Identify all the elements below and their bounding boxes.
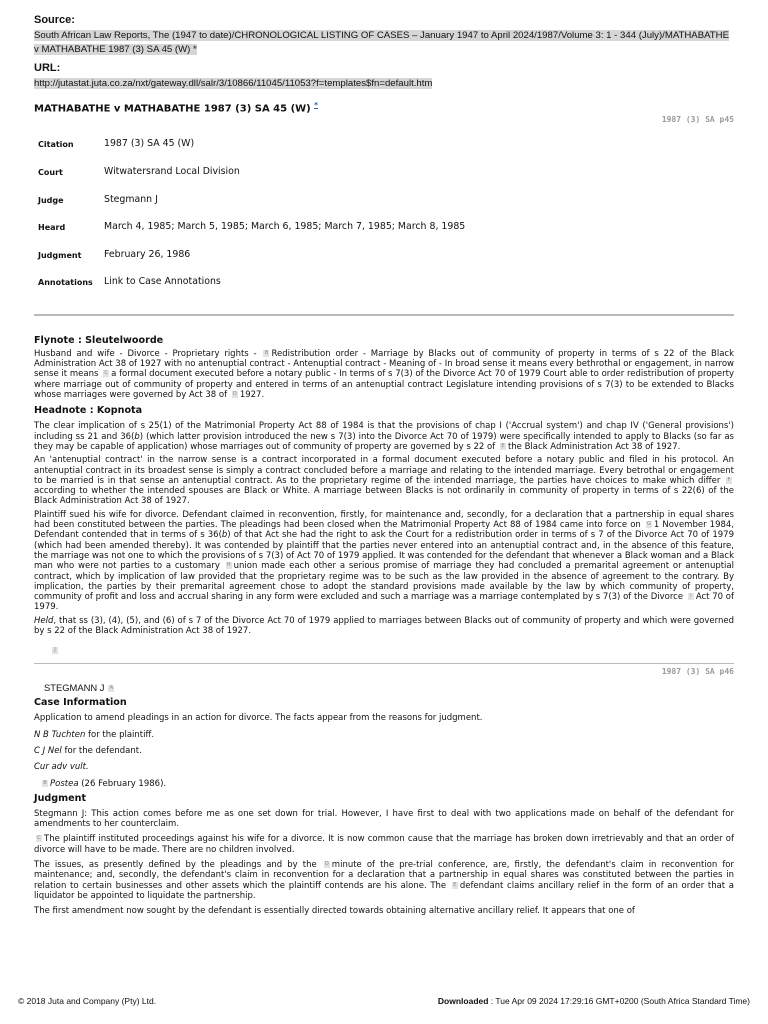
page-footer — [18, 996, 750, 1006]
copyright-notice: © 2018 Juta and Company (Pty) Ltd. — [18, 996, 157, 1006]
metadata-key: Judgment — [38, 250, 82, 260]
judgment-paragraph: The first amendment now sought by the defendant is essentially directed towards obtaining alternative ancillary relief. It appears that one of — [34, 906, 635, 917]
metadata-row — [38, 249, 465, 277]
annotations-link[interactable]: Link to Case Annotations — [104, 276, 221, 288]
metadata-value: Stegmann J — [104, 193, 158, 205]
source-path[interactable]: South African Law Reports, The (1947 to date)/CHRONOLOGICAL LISTING OF CASES – January 1947 to April 2024/1987/Volume 3: 1 - 344 (July)/MATHABATHE v MATHABATHE 1987 (3) SA 45 (W) * — [34, 30, 729, 55]
counsel-defendant: C J Nel for the defendant. — [34, 745, 142, 756]
metadata-value: 1987 (3) SA 45 (W) — [104, 138, 195, 150]
headnote-paragraph: An 'antenuptial contract' in the narrow sense is a contract incorporated in a formal document executed before a notary public and filed in his protocol. An antenuptial contract in its broadest sense is simply a contract concluded before a marriage and relating to the intended marriage. Every betrothal or engagement to be married is in that sense an antenuptial contract. As to the proprietary regime of the intended marriage, the parties have choices to make which differ Faccording to whether the intended spouses are Black or White. A marriage between Blacks is not ordinarily in community of property in terms of s 22(6) of the Black Administration Act 38 of 1927. — [34, 455, 734, 507]
margin-letter-marker: H — [226, 562, 231, 569]
margin-letter-marker: E — [453, 881, 457, 888]
case-metadata-table — [38, 138, 465, 304]
margin-letter-marker: F — [727, 476, 731, 483]
section-divider — [34, 314, 734, 316]
margin-letter-marker: B — [264, 349, 269, 356]
title-footnote-link[interactable]: * — [314, 101, 318, 109]
metadata-value: Witwatersrand Local Division — [104, 165, 240, 177]
margin-letter-marker: I — [688, 593, 694, 600]
margin-letter-marker: D — [324, 860, 329, 867]
margin-letter-marker: C — [37, 835, 41, 842]
headnote-heading: Headnote : Kopnota — [34, 405, 143, 417]
judgment-heading: Judgment — [34, 792, 87, 804]
page-reference: 1987 (3) SA p46 — [661, 667, 734, 677]
source-url[interactable]: http://jutastat.juta.co.za/nxt/gateway.dll/salr/3/10866/11045/11053?f=templates$fn=default.htm — [34, 78, 433, 89]
source-label: Source: — [34, 14, 75, 26]
judgment-paragraph: C The plaintiff instituted proceedings against his wife for a divorce. It is now common cause that the marriage has broken down irretrievably and that an order of divorce will have to be made. There are no children involved. — [34, 834, 734, 855]
metadata-row — [38, 138, 465, 166]
metadata-value: February 26, 1986 — [104, 248, 191, 260]
margin-letter-marker: C — [104, 370, 108, 377]
metadata-key: Annotations — [38, 278, 93, 288]
metadata-value: March 4, 1985; March 5, 1985; March 6, 1985; March 7, 1985; March 8, 1985 — [104, 221, 466, 233]
metadata-row — [38, 194, 465, 222]
counsel-plaintiff: N B Tuchten for the plaintiff. — [34, 729, 155, 740]
margin-letter-marker: D — [232, 391, 237, 398]
metadata-key: Court — [38, 167, 63, 177]
headnote-paragraph: The clear implication of s 25(1) of the Matrimonial Property Act 88 of 1984 is that the provisions of chap I ('Accrual system') and chap IV ('General provisions') including ss 21 and 36(b) (which latter provision introduced the new s 7(3) into the Divorce Act 70 of 1979) were specifically intended to apply to Blacks (so far as they may be capable of application) whose marriages out of community of property are governed by s 22 of E the Black Administration Act 38 of 1927. — [34, 421, 734, 452]
margin-letter-marker: G — [646, 521, 651, 528]
metadata-key: Judge — [38, 195, 64, 205]
metadata-row — [38, 276, 465, 304]
margin-letter-marker: A — [109, 685, 114, 692]
page-reference: 1987 (3) SA p45 — [661, 115, 734, 125]
margin-letter-marker: E — [501, 442, 505, 449]
metadata-row — [38, 221, 465, 249]
cur-adv-vult: Cur adv vult. — [34, 762, 89, 773]
url-label: URL: — [34, 62, 61, 74]
case-information-heading: Case Information — [34, 697, 127, 709]
metadata-row — [38, 166, 465, 194]
flynote-heading: Flynote : Sleutelwoorde — [34, 334, 164, 346]
judgment-paragraph: Stegmann J: This action comes before me as one set down for trial. However, I have first to deal with two applications made on behalf of the defendant for amendments to her counterclaim. — [34, 808, 734, 830]
margin-letter-marker: J — [52, 647, 58, 654]
case-info-paragraph: Application to amend pleadings in an action for divorce. The facts appear from the reasons for judgment. — [34, 713, 483, 724]
flynote-text: Husband and wife - Divorce - Proprietary rights - B Redistribution order - Marriage by Blacks out of community of property in terms of s 22 of the Black Administration Act 38 of 1927 with no antenuptial contract - Antenuptial contract - Meaning of - In broad sense it means every bethrothal or engagement, in narrow sense it means C a formal document executed before a notary public - In terms of s 7(3) of the Divorce Act 70 of 1979 Court able to order redistribution of property where marriage out of community of property and entered in terms of an antenuptial contract Legislature intending provisions of s 7(3) to be extended to Blacks whose marriages were governed by Act 38 of D 1927. — [34, 348, 735, 401]
headnote-paragraph: Plaintiff sued his wife for divorce. Defendant claimed in reconvention, firstly, for maintenance and, secondly, for a declaration that a partnership in equal shares had been constituted between the parties. The pleadings had been closed when the Matrimonial Property Act 88 of 1984 came into force on G 1 November 1984, Defendant contended that in terms of s 36(b) of that Act she had the right to ask the Court for a redistribution order in terms of s 7 of the Divorce Act 70 of 1979 (which had been amended thereby). It was contended by plaintiff that the parties never entered into an antenuptial contract and, in the absence of this feature, the marriage was not one to which the provisions of s 7(3) of Act 70 of 1979 applied. It was contended for the defendant that whenever a Black woman and a Black man who were not parties to a customary H union made each other a serious promise of marriage they had concluded a premarital agreement or antenuptial contract, which by implication of law provided that the proprietary regime was to be such as the law provided in the absence of agreement to the contrary. By implication, the parties by their premarital agreement chose to adopt the standard provisions made available by the law by which community of property, community of profit and loss and accrual sharing in any form were excluded and such a marriage was a marriage contemplated by s 7(3) of the Divorce I Act 70 of 1979. — [34, 509, 734, 613]
metadata-key: Heard — [38, 223, 66, 233]
metadata-key: Citation — [38, 140, 74, 150]
judge-line: STEGMANN J A — [44, 682, 114, 694]
download-timestamp: Downloaded : Tue Apr 09 2024 17:29:16 GMT+0200 (South Africa Standard Time) — [437, 996, 750, 1006]
case-title: MATHABATHE v MATHABATHE 1987 (3) SA 45 (W) * — [34, 101, 318, 115]
postea-line: B Postea (26 February 1986). — [43, 778, 167, 789]
document-page — [34, 14, 734, 916]
held-paragraph: Held, that ss (3), (4), (5), and (6) of s 7 of the Divorce Act 70 of 1979 applied to marriages between Blacks out of community of property and which were governed by s 22 of the Black Administration Act 38 of 1927. — [34, 615, 734, 637]
judgment-paragraph: The issues, as presently defined by the pleadings and by the D minute of the pre-trial conference, are, firstly, the defendant's claim in reconvention for maintenance; and, secondly, the defendant's claim in reconvention for a declaration that a partnership in equal shares was constituted between the parties in relation to certain businesses and other assets which the plaintiff contends are his alone. The E defendant claims ancillary relief in the form of an order that a liquidator be appointed to liquidate the partnership. — [34, 859, 735, 901]
margin-letter-marker: B — [43, 779, 47, 786]
page-break-divider — [34, 663, 734, 664]
